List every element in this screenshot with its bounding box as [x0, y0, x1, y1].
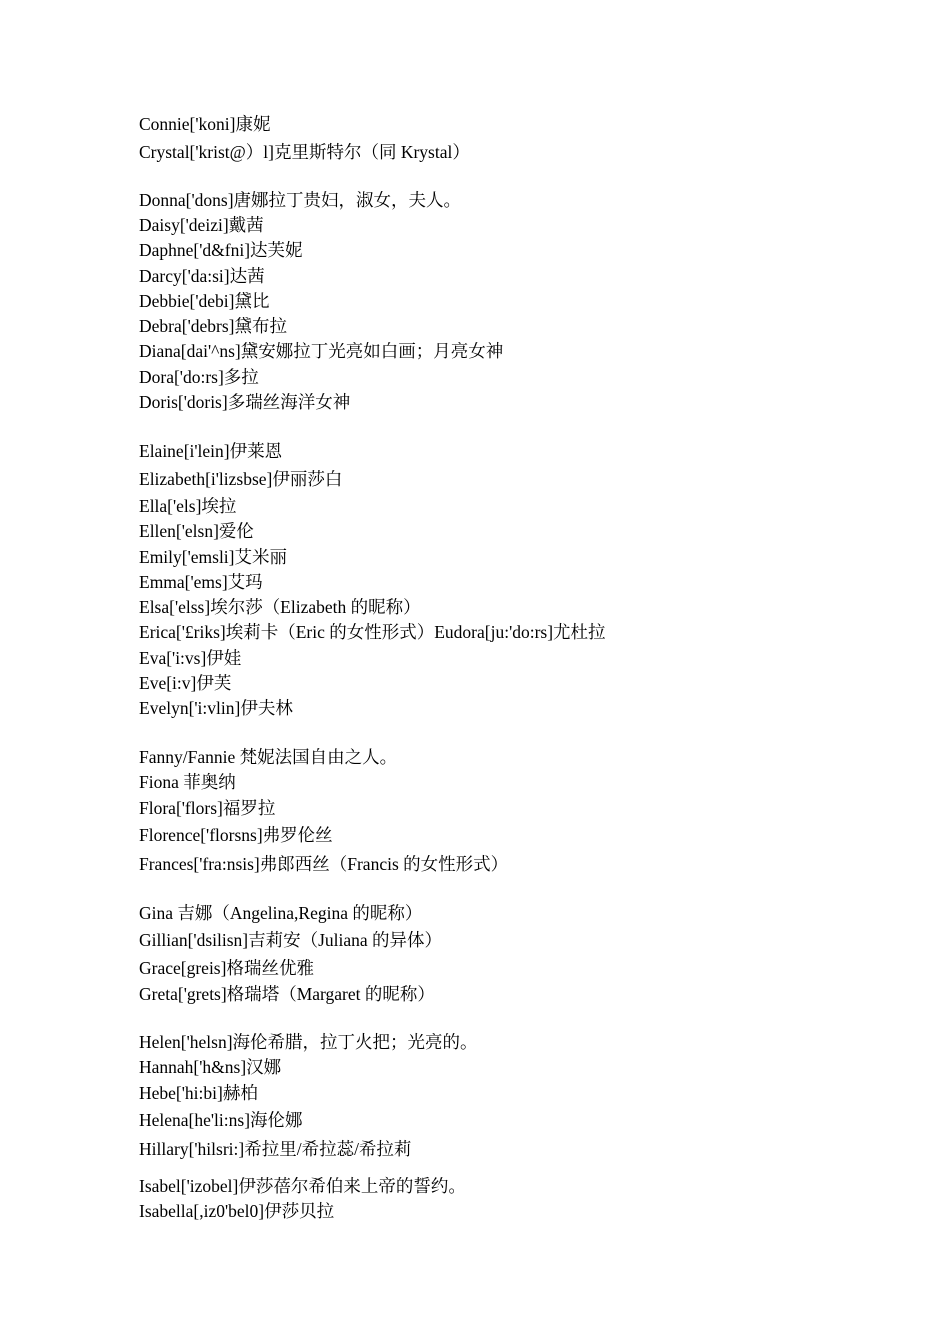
name-entry-emma: Emma['ems]艾玛: [139, 572, 263, 592]
name-entry-gina: Gina 吉娜（Angelina,Regina 的昵称）: [139, 903, 423, 923]
name-entry-helena: Helena[he'li:ns]海伦娜: [139, 1110, 303, 1130]
name-entry-donna: Donna['dons]唐娜拉丁贵妇，淑女，夫人。: [139, 190, 462, 210]
name-entry-gillian: Gillian['dsilisn]吉莉安（Juliana 的异体）: [139, 930, 443, 950]
name-entry-elsa: Elsa['elss]埃尔莎（Elizabeth 的昵称）: [139, 597, 421, 617]
name-entry-fanny: Fanny/Fannie 梵妮法国自由之人。: [139, 747, 398, 767]
name-entry-emily: Emily['emsli]艾米丽: [139, 547, 287, 567]
name-entry-crystal: Crystal['krist@）l]克里斯特尔（同 Krystal）: [139, 142, 470, 162]
name-entry-elizabeth: Elizabeth[i'lizsbse]伊丽莎白: [139, 469, 343, 489]
name-entry-daisy: Daisy['deizi]戴茜: [139, 215, 264, 235]
name-entry-debbie: Debbie['debi]黛比: [139, 291, 270, 311]
name-entry-eve: Eve[i:v]伊芙: [139, 673, 232, 693]
name-entry-grace: Grace[greis]格瑞丝优雅: [139, 958, 314, 978]
name-entry-daphne: Daphne['d&fni]达芙妮: [139, 240, 303, 260]
name-entry-hillary: Hillary['hilsri:]希拉里/希拉蕊/希拉莉: [139, 1139, 412, 1159]
name-entry-dora: Dora['do:rs]多拉: [139, 367, 259, 387]
name-entry-debra: Debra['debrs]黛布拉: [139, 316, 287, 336]
name-entry-ellen: Ellen['elsn]爱伦: [139, 521, 254, 541]
name-entry-helen: Helen['helsn]海伦希腊，拉丁火把；光亮的。: [139, 1032, 478, 1052]
name-entry-hebe: Hebe['hi:bi]赫柏: [139, 1083, 258, 1103]
name-entry-erica-eudora: Erica['£riks]埃莉卡（Eric 的女性形式）Eudora[ju:'do:rs]尤杜拉: [139, 622, 606, 642]
name-entry-evelyn: Evelyn['i:vlin]伊夫林: [139, 698, 293, 718]
name-entry-florence: Florence['florsns]弗罗伦丝: [139, 825, 333, 845]
name-entry-diana: Diana[dai'^ns]黛安娜拉丁光亮如白画；月亮女神: [139, 341, 504, 361]
name-entry-frances: Frances['fra:nsis]弗郎西丝（Francis 的女性形式）: [139, 854, 509, 874]
name-entry-fiona: Fiona 菲奥纳: [139, 772, 236, 792]
name-entry-isabel: Isabel['izobel]伊莎蓓尔希伯来上帝的誓约。: [139, 1176, 466, 1196]
name-entry-darcy: Darcy['da:si]达茜: [139, 266, 265, 286]
name-entry-greta: Greta['grets]格瑞塔（Margaret 的昵称）: [139, 984, 435, 1004]
name-entry-hannah: Hannah['h&ns]汉娜: [139, 1057, 282, 1077]
name-entry-ella: Ella['els]埃拉: [139, 496, 237, 516]
name-entry-isabella: Isabella[,iz0'bel0]伊莎贝拉: [139, 1201, 335, 1221]
name-entry-eva: Eva['i:vs]伊娃: [139, 648, 242, 668]
name-entry-elaine: Elaine[i'lein]伊莱恩: [139, 441, 283, 461]
name-entry-flora: Flora['flors]福罗拉: [139, 798, 276, 818]
name-entry-connie: Connie['koni]康妮: [139, 114, 271, 134]
name-entry-doris: Doris['doris]多瑞丝海洋女神: [139, 392, 351, 412]
